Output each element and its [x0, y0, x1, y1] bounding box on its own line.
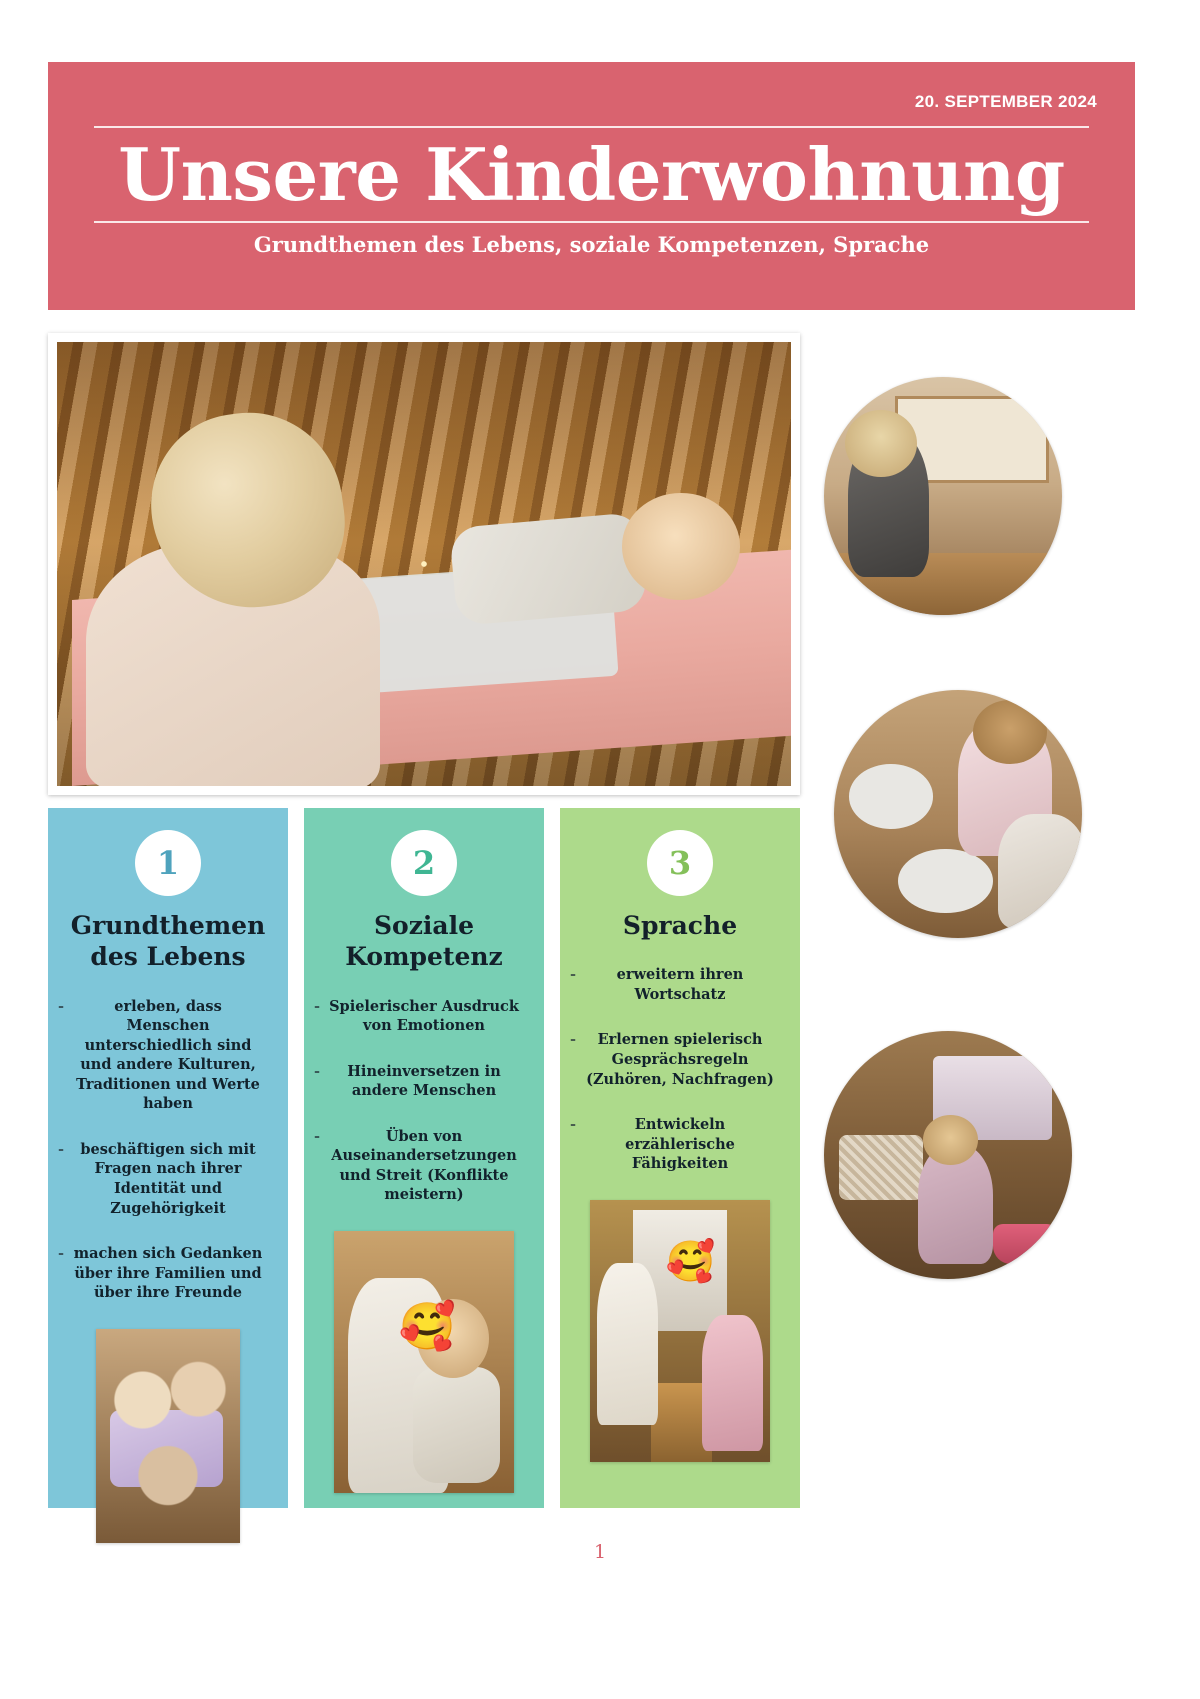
- list-item: - Entwickeln erzählerische Fähigkeiten: [578, 1115, 782, 1174]
- hero-photo: [57, 342, 791, 786]
- page-subtitle: Grundthemen des Lebens, soziale Kompetenzen, Sprache: [253, 232, 930, 258]
- smiling-face-with-hearts-emoji: 🥰: [665, 1238, 716, 1284]
- hero-photo-frame: [48, 333, 800, 795]
- toy-tub: [993, 1224, 1057, 1264]
- page-title: Unsere Kinderwohnung: [118, 132, 1065, 217]
- list-item: - beschäftigen sich mit Fragen nach ihrer Identität und Zugehörigkeit: [66, 1140, 270, 1218]
- column-title-1: Grundthemen des Lebens: [70, 911, 266, 972]
- side-photo-2: [834, 690, 1082, 938]
- column-badge-2: 2: [391, 830, 457, 896]
- list-item: - erleben, dass Menschen unterschiedlich sind und andere Kulturen, Traditionen und Werte haben: [66, 997, 270, 1114]
- header-date: 20. SEPTEMBER 2024: [914, 92, 1097, 111]
- second-child: [998, 814, 1082, 928]
- doll-body: [413, 1367, 499, 1482]
- topic-column-3: [560, 808, 800, 1508]
- children-group: [105, 1346, 232, 1526]
- side-photo-1: [824, 377, 1062, 615]
- photo-scene-play-kitchen: [590, 1200, 770, 1462]
- child-hair: [845, 410, 916, 477]
- page-number: 1: [593, 1541, 607, 1563]
- topic-column-1: [48, 808, 288, 1508]
- doll-basket: [839, 1135, 923, 1199]
- header-divider-top: [94, 126, 1089, 128]
- list-item: - Hineinversetzen in andere Menschen: [322, 1062, 526, 1101]
- column-title-2: Soziale Kompetenz: [345, 911, 503, 972]
- fairy-lights: [57, 342, 791, 786]
- smiling-face-with-hearts-emoji: 🥰: [398, 1301, 457, 1353]
- list-item: - Üben von Auseinandersetzungen und Streit (Konflikte meistern): [322, 1127, 526, 1205]
- photo-scene-eating: [834, 690, 1082, 938]
- column-photo-1: [96, 1329, 240, 1543]
- plate-left: [849, 764, 933, 828]
- photo-scene-circle-play: [96, 1329, 240, 1543]
- column-badge-3: 3: [647, 830, 713, 896]
- list-item: - machen sich Gedanken über ihre Familien und über ihre Freunde: [66, 1244, 270, 1303]
- child-left: [597, 1263, 658, 1425]
- child-head: [923, 1115, 978, 1165]
- column-bullets-3: [578, 965, 782, 1174]
- photo-scene-doll-hug: [334, 1231, 514, 1493]
- list-item: - Spielerischer Ausdruck von Emotionen: [322, 997, 526, 1036]
- column-badge-1: 1: [135, 830, 201, 896]
- column-bullets-1: [66, 997, 270, 1303]
- child-right: [702, 1315, 763, 1451]
- list-item: - erweitern ihren Wortschatz: [578, 965, 782, 1004]
- topic-column-2: [304, 808, 544, 1508]
- side-photo-3: [824, 1031, 1072, 1279]
- photo-scene-sewing: [824, 377, 1062, 615]
- photo-scene-dollcare: [824, 1031, 1072, 1279]
- header-divider-bottom: [94, 221, 1089, 223]
- page-header: [48, 62, 1135, 310]
- list-item: - Erlernen spielerisch Gesprächsregeln (Zuhören, Nachfragen): [578, 1030, 782, 1089]
- topic-columns: [48, 808, 800, 1508]
- column-photo-3: [590, 1200, 770, 1462]
- column-title-3: Sprache: [622, 911, 738, 940]
- column-bullets-2: [322, 997, 526, 1206]
- plate-front: [898, 849, 992, 913]
- column-photo-2: [334, 1231, 514, 1493]
